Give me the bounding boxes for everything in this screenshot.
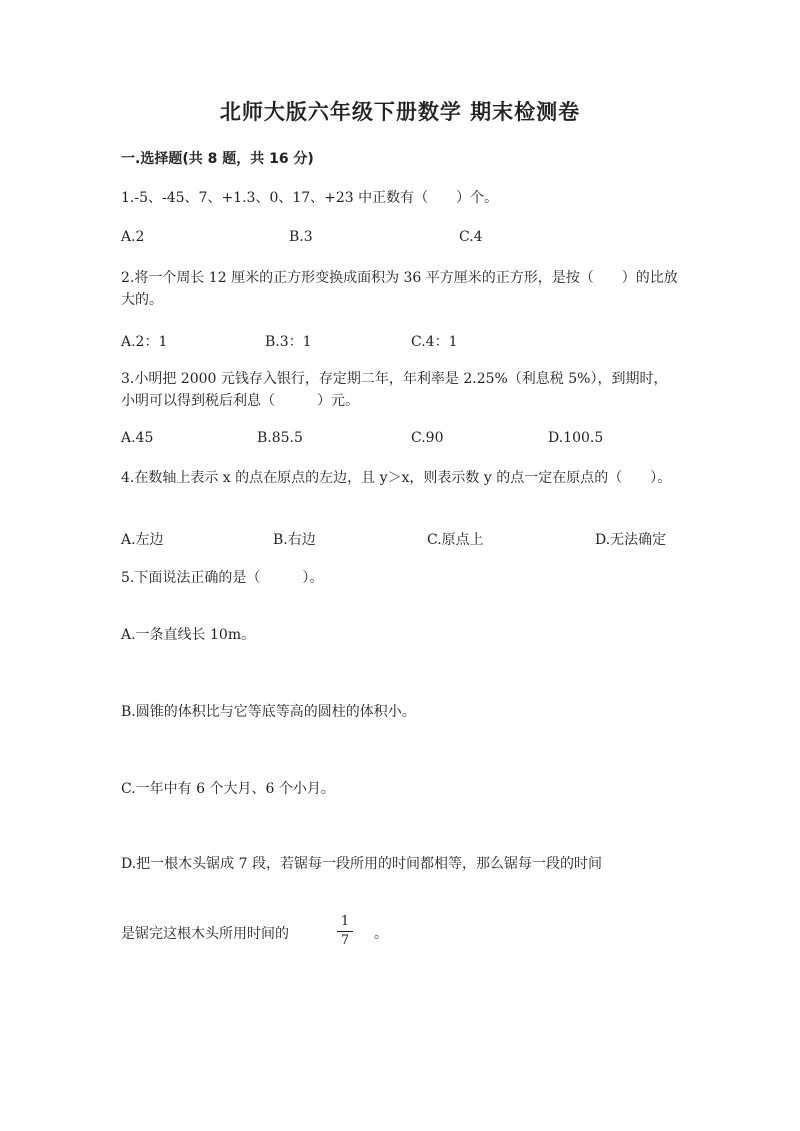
q5-end-mark: 。 [374, 926, 388, 942]
question-3: 3.小明把 2000 元钱存入银行，存定期二年，年利率是 2.25%（利息税 5%），到期时，小明可以得到税后利息（ ）元。 [121, 371, 668, 409]
q4-option-d: D.无法确定 [595, 532, 667, 548]
q1-option-a: A.2 [121, 229, 145, 245]
fraction-denominator: 7 [340, 933, 350, 948]
q3-option-c: C.90 [411, 430, 444, 446]
question-4: 4.在数轴上表示 x 的点在原点的左边，且 y＞x，则表示数 y 的点一定在原点的（ ）。 [121, 470, 672, 486]
q2-option-c: C.4：1 [411, 334, 458, 350]
q5-option-d-continuation: 是锯完这根木头所用时间的 [121, 926, 289, 942]
fraction-one-seventh [337, 914, 353, 949]
question-2: 2.将一个周长 12 厘米的正方形变换成面积为 36 平方厘米的正方形，是按（ ）的比放大的。 [121, 270, 678, 308]
q2-option-b: B.3：1 [265, 334, 312, 350]
fraction-bar [337, 931, 353, 932]
question-1: 1.-5、-45、7、+1.3、0、17、+23 中正数有（ ）个。 [121, 190, 499, 206]
section-heading: 一.选择题(共 8 题，共 16 分) [121, 151, 314, 167]
q3-option-d: D.100.5 [548, 430, 604, 446]
q1-option-b: B.3 [289, 229, 313, 245]
q5-option-d: D.把一根木头锯成 7 段，若锯每一段所用的时间都相等，那么锯每一段的时间 [121, 856, 602, 872]
q3-option-b: B.85.5 [257, 430, 303, 446]
q5-option-b: B.圆锥的体积比与它等底等高的圆柱的体积小。 [121, 704, 416, 720]
question-5: 5.下面说法正确的是（ ）。 [121, 570, 324, 586]
q5-option-a: A.一条直线长 10m。 [121, 627, 256, 643]
q4-option-b: B.右边 [273, 532, 316, 548]
q4-option-a: A.左边 [121, 532, 164, 548]
fraction-numerator: 1 [340, 914, 350, 929]
q1-option-c: C.4 [459, 229, 483, 245]
q3-option-a: A.45 [121, 430, 154, 446]
page-title: 北师大版六年级下册数学 期末检测卷 [219, 100, 581, 124]
q4-option-c: C.原点上 [427, 532, 484, 548]
q5-option-c: C.一年中有 6 个大月、6 个小月。 [121, 781, 335, 797]
q2-option-a: A.2：1 [121, 334, 168, 350]
